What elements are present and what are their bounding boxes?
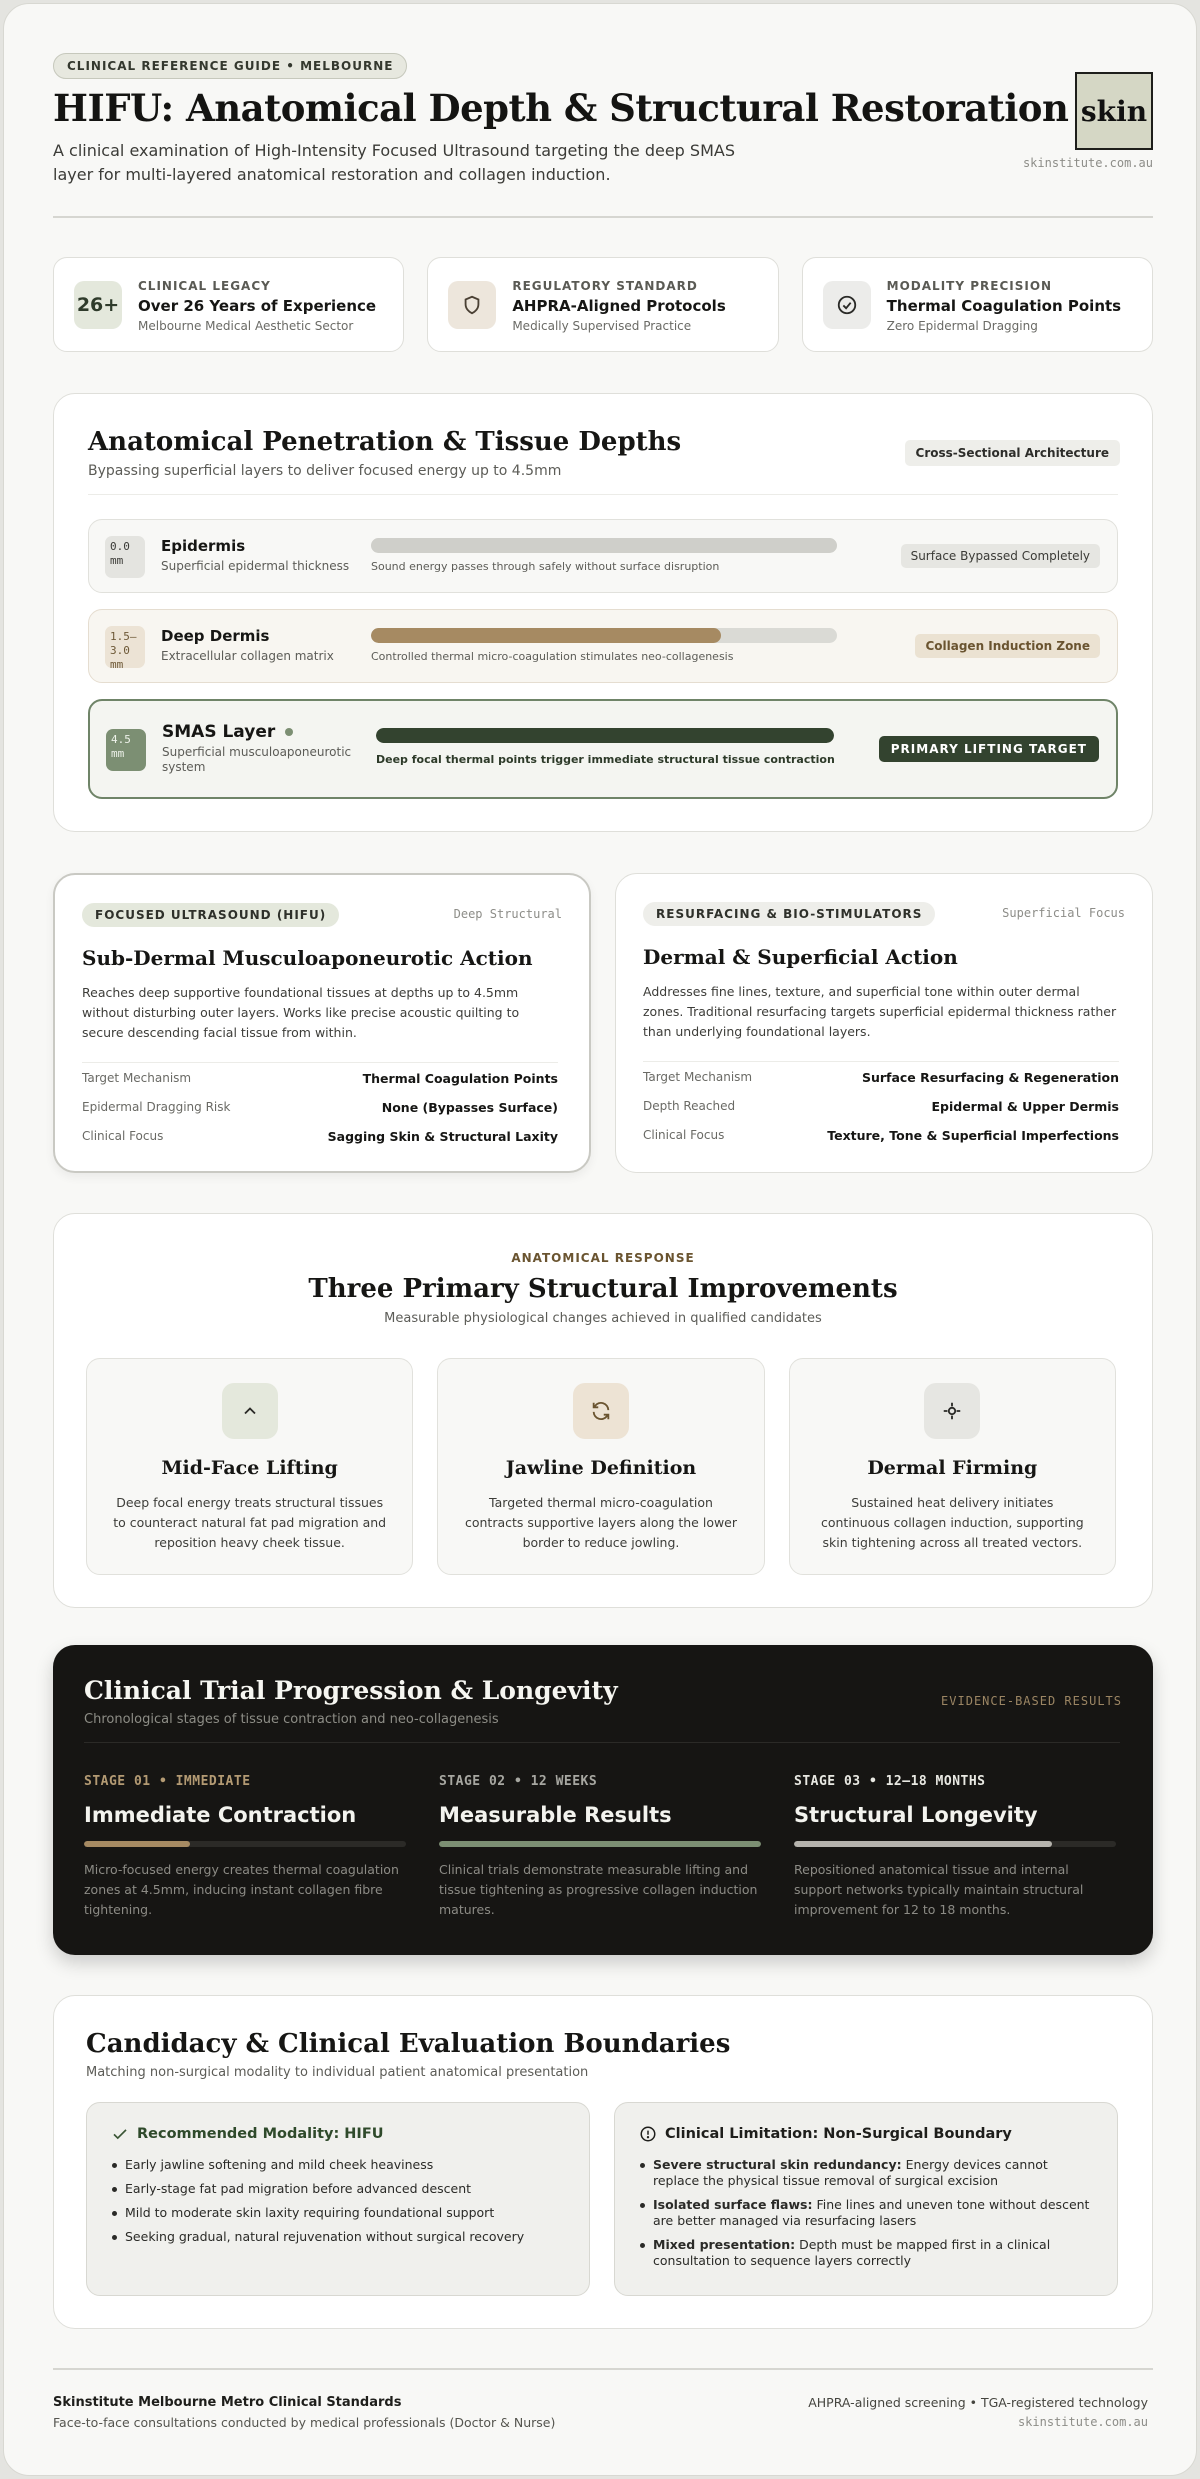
modality-pill: FOCUSED ULTRASOUND (HIFU) <box>82 903 339 927</box>
focus-label: Superficial Focus <box>1002 906 1125 920</box>
timeline-panel <box>53 1645 1153 1955</box>
stage-desc: Repositioned anatomical tissue and internal support networks typically maintain structural improvement for 12 to 18 months. <box>794 1862 1084 1917</box>
check-circle-icon <box>823 281 871 329</box>
stage-kicker: STAGE 02 • 12 WEEKS <box>439 1774 598 1789</box>
penetration-bar <box>371 538 837 553</box>
status-badge: Collagen Induction Zone <box>915 634 1100 658</box>
stat-sub: Melbourne Medical Aesthetic Sector <box>138 319 354 333</box>
footer-url[interactable]: skinstitute.com.au <box>1017 2415 1148 2429</box>
chevron-up-icon <box>222 1383 278 1439</box>
section-subtitle: Bypassing superficial layers to deliver focused energy up to 4.5mm <box>88 463 562 479</box>
stage-kicker: STAGE 03 • 12–18 MONTHS <box>794 1774 986 1789</box>
stage-kicker: STAGE 01 • IMMEDIATE <box>84 1774 251 1789</box>
stage-progress-fill <box>794 1841 1052 1847</box>
page-title: HIFU: Anatomical Depth & Structural Restoration <box>53 86 1069 130</box>
focus-label: Deep Structural <box>453 907 562 921</box>
section-title: Anatomical Penetration & Tissue Depths <box>88 427 682 457</box>
brand-url[interactable]: skinstitute.com.au <box>1022 156 1153 170</box>
list-item: Seeking gradual, natural rejuvenation without surgical recovery <box>111 2229 565 2245</box>
spec-row <box>82 1093 558 1121</box>
section-title: Clinical Trial Progression & Longevity <box>84 1676 618 1705</box>
stat-title: Thermal Coagulation Points <box>886 297 1122 315</box>
stat-sub: Zero Epidermal Dragging <box>886 319 1038 333</box>
spec-key: Target Mechanism <box>643 1070 753 1084</box>
improvement-desc: Sustained heat delivery initiates continuous collagen induction, supporting skin tightening across all treated vectors. <box>820 1495 1084 1550</box>
section-tag: EVIDENCE-BASED RESULTS <box>941 1694 1122 1708</box>
depth-chip: 0.0 mm <box>105 536 145 578</box>
card-body: Reaches deep supportive foundational tissues at depths up to 4.5mm without disturbing outer layers. Works like precise acoustic quilting to secure descending facial tissue from within. <box>82 985 520 1040</box>
spec-row <box>82 1122 558 1150</box>
page-header <box>53 53 1153 218</box>
stat-card-precision <box>802 257 1153 352</box>
shield-icon <box>448 281 496 329</box>
stat-title: AHPRA-Aligned Protocols <box>512 297 726 315</box>
crosshair-icon <box>924 1383 980 1439</box>
brand-logo[interactable]: skin <box>1075 72 1153 150</box>
improvement-desc: Targeted thermal micro-coagulation contracts supportive layers along the lower border to reduce jowling. <box>464 1495 738 1550</box>
header-divider <box>53 216 1153 218</box>
stage-title: Immediate Contraction <box>84 1803 357 1827</box>
stat-kicker: REGULATORY STANDARD <box>512 279 698 293</box>
limitation-list <box>639 2157 1093 2277</box>
resurfacing-comparison-card <box>615 873 1153 1173</box>
spec-value: Epidermal & Upper Dermis <box>931 1098 1119 1114</box>
spec-key: Clinical Focus <box>643 1128 725 1142</box>
refresh-icon <box>573 1383 629 1439</box>
improvement-title: Dermal Firming <box>867 1457 1038 1479</box>
bar-note: Sound energy passes through safely without surface disruption <box>371 560 720 573</box>
spec-key: Depth Reached <box>643 1099 736 1113</box>
section-subtitle: Measurable physiological changes achieved in qualified candidates <box>384 1311 822 1326</box>
improvements-card <box>53 1213 1153 1608</box>
page-lede: A clinical examination of High-Intensity Focused Ultrasound targeting the deep SMAS layer for multi-layered anatomical restoration and collagen induction. <box>53 141 735 184</box>
improvement-desc: Deep focal energy treats structural tissues to counteract natural fat pad migration and reposition heavy cheek tissue. <box>113 1495 387 1550</box>
penetration-bar <box>371 628 837 643</box>
card-title: Dermal & Superficial Action <box>643 945 958 969</box>
list-item: Early-stage fat pad migration before advanced descent <box>111 2181 565 2197</box>
layer-row-epidermis[interactable] <box>88 519 1118 593</box>
section-kicker: ANATOMICAL RESPONSE <box>511 1251 695 1265</box>
footer-title: Skinstitute Melbourne Metro Clinical Standards <box>53 2395 402 2410</box>
section-title: Three Primary Structural Improvements <box>308 1274 898 1304</box>
spec-value: Thermal Coagulation Points <box>362 1070 558 1086</box>
improvement-card-firming[interactable] <box>789 1358 1116 1575</box>
hifu-comparison-card <box>53 873 591 1173</box>
status-dot-icon <box>285 728 293 736</box>
layer-name: Deep Dermis <box>161 627 270 645</box>
stat-cards <box>53 257 1153 352</box>
improvement-card-jawline[interactable] <box>437 1358 764 1575</box>
stage-title: Structural Longevity <box>794 1803 1038 1827</box>
layer-desc: Superficial epidermal thickness <box>161 559 350 573</box>
stage-desc: Micro-focused energy creates thermal coagulation zones at 4.5mm, inducing instant collagen fibre tightening. <box>84 1862 399 1917</box>
footer-divider <box>53 2368 1153 2370</box>
improvement-card-midface[interactable] <box>86 1358 413 1575</box>
stage-progress-fill <box>84 1841 190 1847</box>
list-item: Mild to moderate skin laxity requiring foundational support <box>111 2205 565 2221</box>
section-subtitle: Matching non-surgical modality to individual patient anatomical presentation <box>86 2065 589 2080</box>
spec-row <box>643 1063 1119 1091</box>
improvement-title: Mid-Face Lifting <box>161 1457 338 1479</box>
footer-subtitle: Face-to-face consultations conducted by medical professionals (Doctor & Nurse) <box>53 2415 556 2430</box>
modality-pill: RESURFACING & BIO-STIMULATORS <box>643 902 935 926</box>
section-tag: Cross-Sectional Architecture <box>905 440 1120 466</box>
improvement-title: Jawline Definition <box>505 1457 697 1479</box>
list-item: Mixed presentation: Depth must be mapped first in a clinical consultation to sequence layers correctly <box>639 2237 1093 2269</box>
layer-desc: Superficial musculoaponeurotic system <box>162 745 352 774</box>
layer-name: Epidermis <box>161 537 246 555</box>
card-title: Sub-Dermal Musculoaponeurotic Action <box>82 946 533 970</box>
layer-name: SMAS Layer <box>162 722 293 742</box>
depth-chip: 4.5 mm <box>106 729 146 771</box>
spec-value: Surface Resurfacing & Regeneration <box>861 1069 1119 1085</box>
recommended-title: Recommended Modality: HIFU <box>111 2125 384 2143</box>
spec-table <box>643 1061 1119 1149</box>
layer-row-deep-dermis[interactable] <box>88 609 1118 683</box>
stage-progress <box>439 1841 761 1847</box>
recommended-box <box>86 2102 590 2296</box>
spec-row <box>643 1092 1119 1120</box>
stat-kicker: MODALITY PRECISION <box>886 279 1053 293</box>
stat-kicker: CLINICAL LEGACY <box>138 279 271 293</box>
check-icon <box>111 2125 129 2143</box>
recommended-list <box>111 2157 565 2253</box>
list-item: Isolated surface flaws: Fine lines and uneven tone without descent are better managed via resurfacing lasers <box>639 2197 1093 2229</box>
timeline-stage-3 <box>794 1774 1116 1920</box>
page <box>3 3 1197 2476</box>
spec-key: Target Mechanism <box>82 1071 192 1085</box>
stage-progress <box>84 1841 406 1847</box>
years-badge: 26+ <box>74 281 122 329</box>
divider <box>84 1742 1120 1743</box>
spec-value: Sagging Skin & Structural Laxity <box>327 1128 558 1144</box>
penetration-bar <box>376 728 834 743</box>
stat-card-legacy <box>53 257 404 352</box>
section-title: Candidacy & Clinical Evaluation Boundaries <box>86 2029 731 2059</box>
bar-note: Controlled thermal micro-coagulation stimulates neo-collagenesis <box>371 650 734 663</box>
spec-value: None (Bypasses Surface) <box>381 1099 558 1115</box>
limitation-title: Clinical Limitation: Non-Surgical Boundary <box>639 2125 1012 2143</box>
alert-circle-icon <box>639 2125 657 2143</box>
penetration-bar-fill <box>376 728 834 743</box>
stage-progress <box>794 1841 1116 1847</box>
stat-card-regulatory <box>427 257 778 352</box>
status-badge: Surface Bypassed Completely <box>901 544 1100 568</box>
layer-row-smas[interactable] <box>88 699 1118 799</box>
stage-progress-fill <box>439 1841 761 1847</box>
stat-sub: Medically Supervised Practice <box>512 319 692 333</box>
card-body: Addresses fine lines, texture, and superficial tone within outer dermal zones. Traditional resurfacing targets superficial epidermal thickness rather than underlying foundational layers. <box>643 984 1117 1039</box>
penetration-bar-fill <box>371 628 721 643</box>
stage-title: Measurable Results <box>439 1803 672 1827</box>
stat-title: Over 26 Years of Experience <box>138 297 377 315</box>
bar-note: Deep focal thermal points trigger immediate structural tissue contraction <box>376 753 835 766</box>
timeline-stage-1 <box>84 1774 406 1920</box>
eyebrow-badge: CLINICAL REFERENCE GUIDE • MELBOURNE <box>53 53 407 79</box>
depth-chip: 1.5–3.0 mm <box>105 626 145 668</box>
spec-row <box>82 1064 558 1092</box>
spec-key: Epidermal Dragging Risk <box>82 1100 231 1114</box>
list-item: Severe structural skin redundancy: Energy devices cannot replace the physical tissue removal of surgical excision <box>639 2157 1093 2189</box>
list-item: Early jawline softening and mild cheek heaviness <box>111 2157 565 2173</box>
spec-table <box>82 1062 558 1150</box>
spec-value: Texture, Tone & Superficial Imperfections <box>827 1127 1119 1143</box>
stage-desc: Clinical trials demonstrate measurable lifting and tissue tightening as progressive collagen induction matures. <box>439 1862 758 1917</box>
footer-compliance: AHPRA-aligned screening • TGA-registered technology <box>808 2395 1148 2410</box>
penetration-bar-fill <box>371 538 837 553</box>
section-subtitle: Chronological stages of tissue contraction and neo-collagenesis <box>84 1712 499 1727</box>
spec-row <box>643 1121 1119 1149</box>
tissue-depth-card <box>53 393 1153 832</box>
divider <box>88 494 1118 495</box>
timeline-stage-2 <box>439 1774 761 1920</box>
limitation-box <box>614 2102 1118 2296</box>
primary-target-badge: PRIMARY LIFTING TARGET <box>879 736 1099 762</box>
layer-desc: Extracellular collagen matrix <box>161 649 334 663</box>
spec-key: Clinical Focus <box>82 1129 164 1143</box>
candidacy-card <box>53 1995 1153 2329</box>
